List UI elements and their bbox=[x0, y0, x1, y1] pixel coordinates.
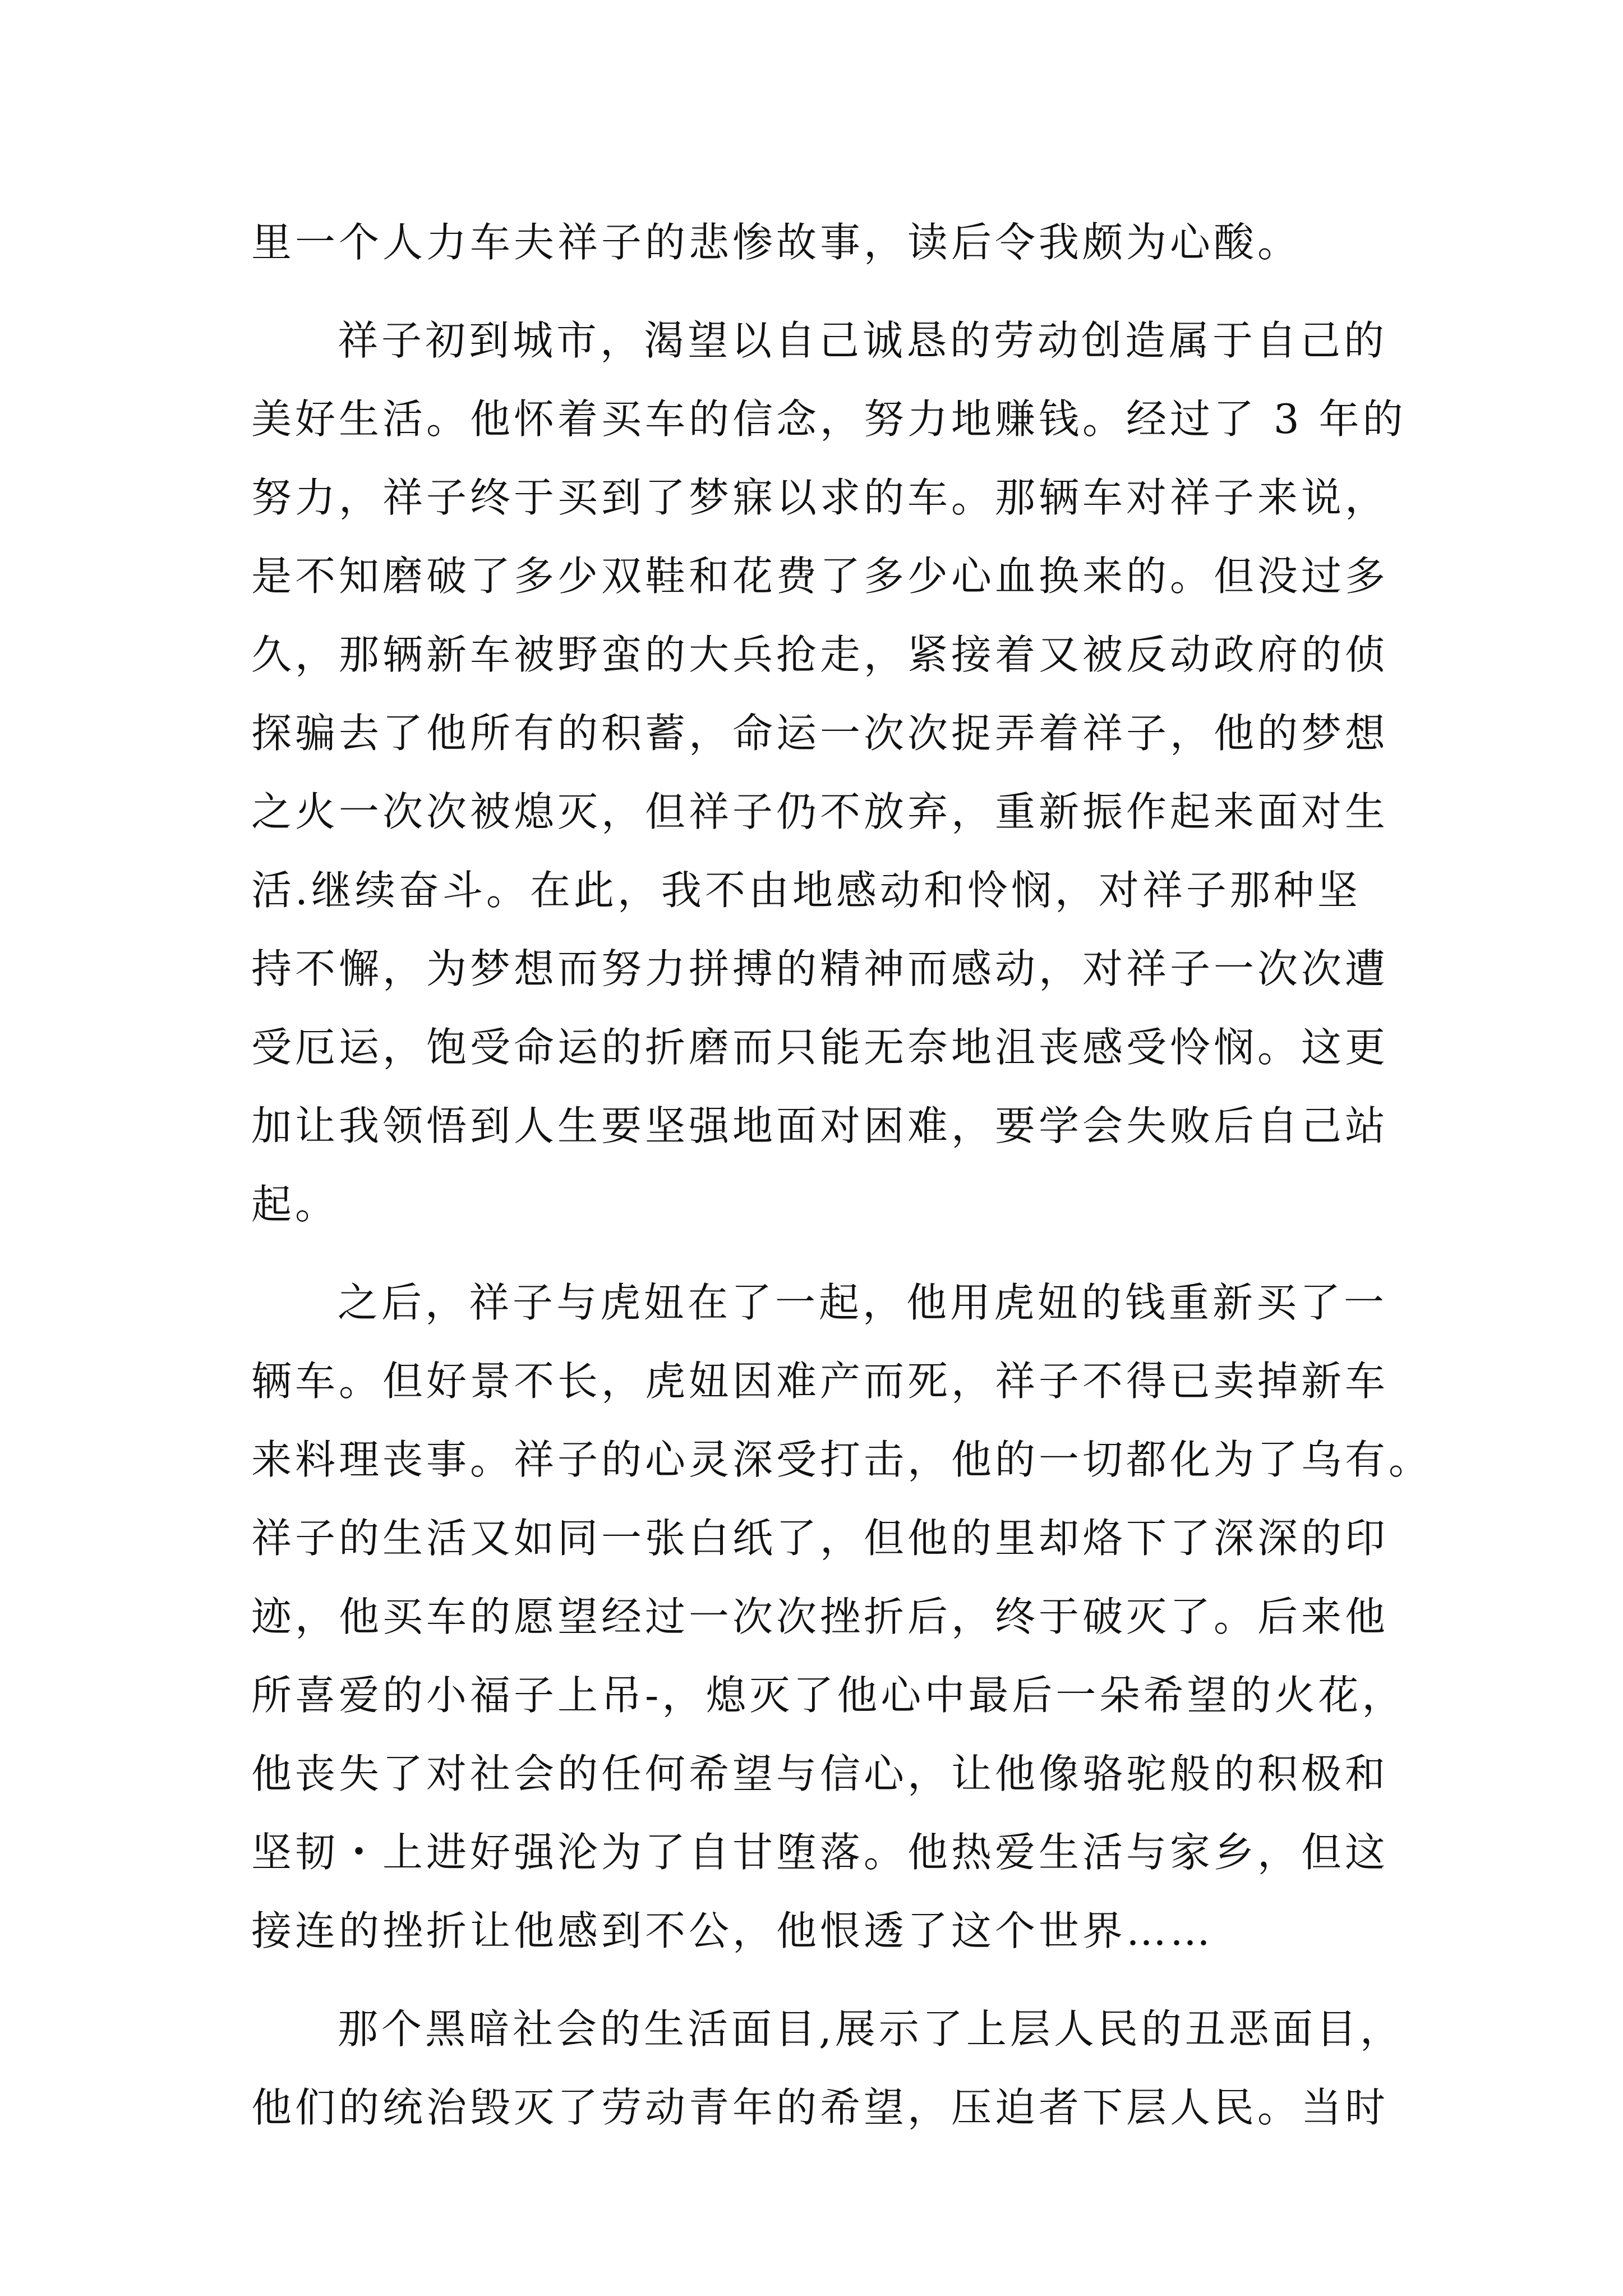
text-line: 祥子的生活又如同一张白纸了，但他的里却烙下了深深的印 bbox=[251, 1515, 1389, 1562]
text-line: 是不知磨破了多少双鞋和花费了多少心血换来的。但没过多 bbox=[251, 553, 1389, 600]
text-line: 努力，祥子终于买到了梦寐以求的车。那辆车对祥子来说， bbox=[251, 474, 1389, 521]
text-line: 迹，他买车的愿望经过一次次挫折后，终于破灭了。后来他 bbox=[251, 1593, 1389, 1640]
text-line: 受厄运，饱受命运的折磨而只能无奈地沮丧感受怜悯。这更 bbox=[251, 1024, 1389, 1071]
text-line: 久，那辆新车被野蛮的大兵抢走，紧接着又被反动政府的侦 bbox=[251, 631, 1389, 678]
text-line: 持不懈，为梦想而努力拼搏的精神而感动，对祥子一次次遭 bbox=[251, 945, 1389, 992]
text-line: 所喜爱的小福子上吊-，熄灭了他心中最后一朵希望的火花， bbox=[251, 1672, 1406, 1719]
text-line: 祥子初到城市，渴望以自己诚恳的劳动创造属于自己的 bbox=[338, 317, 1388, 364]
text-line: 加让我领悟到人生要坚强地面对困难，要学会失败后自己站 bbox=[251, 1102, 1389, 1149]
essay-body bbox=[251, 203, 1433, 2147]
text-line: 里一个人力车夫祥子的悲惨故事，读后令我颇为心酸。 bbox=[251, 219, 1302, 266]
text-line: 美好生活。他怀着买车的信念，努力地赚钱。经过了 3 年的 bbox=[251, 395, 1407, 443]
text-line: 接连的挫折让他感到不公，他恨透了这个世界…… bbox=[251, 1907, 1214, 1954]
text-line: 起。 bbox=[251, 1181, 339, 1228]
text-line: 探骗去了他所有的积蓄，命运一次次捉弄着祥子，他的梦想 bbox=[251, 710, 1389, 757]
text-line: 来料理丧事。祥子的心灵深受打击，他的一切都化为了乌有。 bbox=[251, 1436, 1433, 1483]
paragraph-4 bbox=[251, 1990, 1404, 2147]
text-line: 之后，祥子与虎妞在了一起，他用虎妞的钱重新买了一 bbox=[338, 1279, 1388, 1326]
text-line: 活.继续奋斗。在此，我不由地感动和怜悯，对祥子那种坚 bbox=[251, 867, 1361, 914]
paragraph-2 bbox=[251, 301, 1407, 1244]
text-line: 他们的统治毁灭了劳动青年的希望，压迫者下层人民。当时 bbox=[251, 2084, 1389, 2131]
text-line: 坚韧・上进好强沦为了自甘堕落。他热爱生活与家乡，但这 bbox=[251, 1829, 1389, 1876]
text-line: 他丧失了对社会的任何希望与信心，让他像骆驼般的积极和 bbox=[251, 1750, 1389, 1797]
paragraph-3 bbox=[251, 1263, 1433, 1970]
text-line: 之火一次次被熄灭，但祥子仍不放弃，重新振作起来面对生 bbox=[251, 788, 1389, 835]
text-line: 那个黑暗社会的生活面目,展示了上层人民的丑恶面目， bbox=[338, 2005, 1404, 2053]
text-line: 辆车。但好景不长，虎妞因难产而死，祥子不得已卖掉新车 bbox=[251, 1358, 1389, 1405]
paragraph-1 bbox=[251, 203, 1390, 282]
